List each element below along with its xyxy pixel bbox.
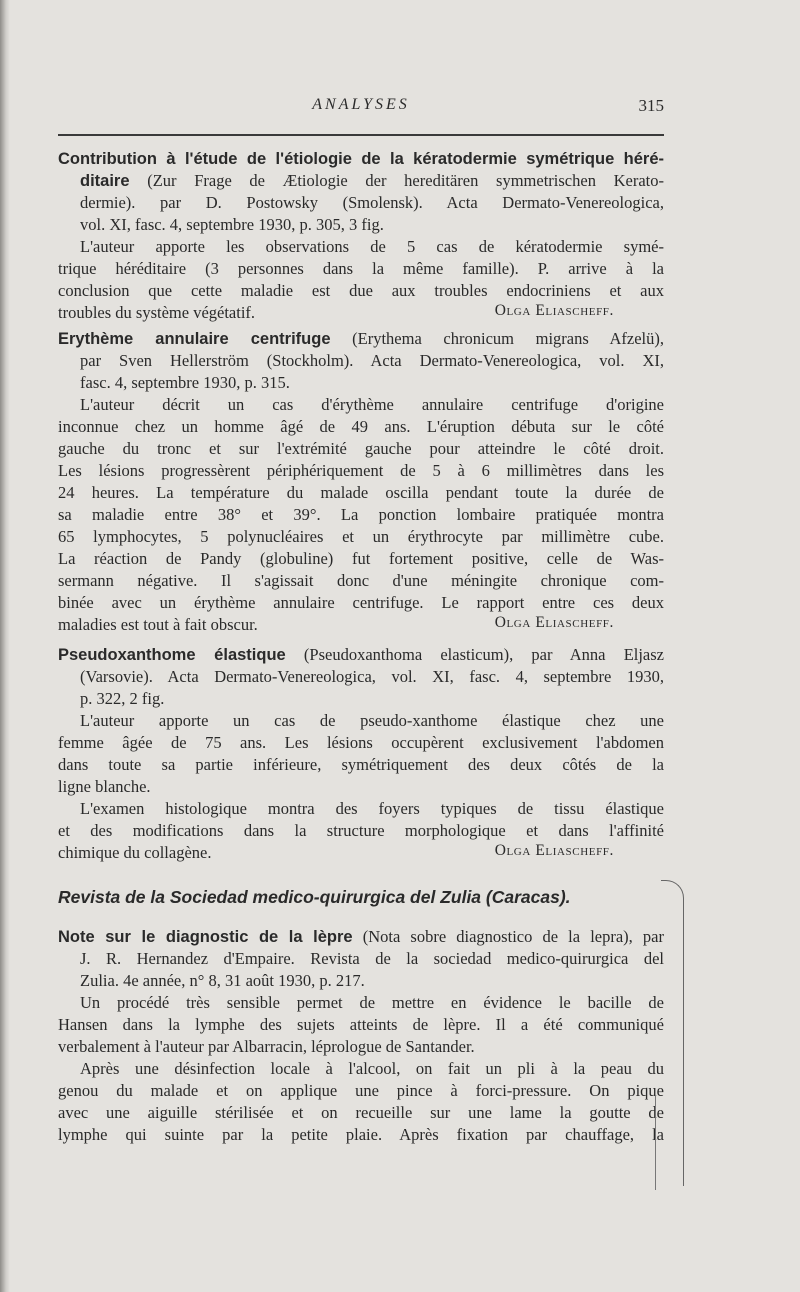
article-reference-line [58,170,664,192]
article-title: Contribution à l'étude de l'étiologie de la kératodermie symétrique héré- [58,150,664,168]
reference-line: vol. XI, fasc. 4, septembre 1930, p. 305, 3 fig. [80,215,384,234]
reference-line: p. 322, 2 fig. [80,689,165,708]
body-line: chimique du collagène. [58,843,212,862]
body-line: L'auteur décrit un cas d'érythème annulaire centrifuge d'origine [80,395,664,414]
article-erytheme [58,328,664,636]
body-line: L'auteur apporte les observations de 5 cas de kératodermie symé- [80,237,664,256]
article-title-cont: ditaire [80,172,130,190]
reference-text: (Nota sobre diagnostico de la lepra), par [362,927,664,946]
body-line: femme âgée de 75 ans. Les lésions occupèrent exclusivement l'abdomen [58,733,664,752]
body-line: genou du malade et on applique une pince à forci-pressure. On pique [58,1081,664,1100]
signature: Olga Eliascheff. [494,842,614,859]
journal-section [58,886,664,908]
running-title: ANALYSES [312,96,410,113]
article-title-line [58,328,664,350]
article-title: Pseudoxanthome élastique [58,646,286,664]
reference-line: J. R. Hernandez d'Empaire. Revista de la sociedad medico-quirurgica del [80,949,664,968]
body-line: lymphe qui suinte par la petite plaie. Après fixation par chauffage, la [58,1125,664,1144]
body-line: Les lésions progressèrent périphériquement de 5 à 6 millimètres dans les [58,461,664,480]
article-pseudoxanthome [58,644,664,864]
article-title: Erythème annulaire centrifuge [58,330,331,348]
reference-text: (Zur Frage de Ætiologie der hereditären symmetrischen Kerato- [147,171,664,190]
body-line: sermann négative. Il s'agissait donc d'une méningite chronique com- [58,571,664,590]
body-line: binée avec un érythème annulaire centrifuge. Le rapport entre ces deux [58,593,664,612]
body-line: troubles du système végétatif. [58,303,256,322]
body-line: et des modifications dans la structure morphologique et dans l'affinité [58,821,664,840]
body-line: Un procédé très sensible permet de mettre en évidence le bacille de [80,993,664,1012]
signature: Olga Eliascheff. [494,614,614,631]
article-keratodermie [58,148,664,324]
body-line: 65 lymphocytes, 5 polynucléaires et un érythrocyte par millimètre cube. [58,527,664,546]
header-rule [58,134,664,136]
body-line: trique héréditaire (3 personnes dans la même famille). P. arrive à la [58,259,664,278]
reference-line: fasc. 4, septembre 1930, p. 315. [80,373,290,392]
page-number: 315 [638,96,664,115]
article-title-line [58,926,664,948]
signature: Olga Eliascheff. [494,302,614,319]
body-line: L'auteur apporte un cas de pseudo-xanthome élastique chez une [80,711,664,730]
body-line: verbalement à l'auteur par Albarracin, léprologue de Santander. [58,1037,475,1056]
margin-pencil-mark [655,1095,666,1190]
reference-line: Zulia. 4e année, n° 8, 31 août 1930, p. 217. [80,971,365,990]
body-line: gauche du tronc et sur l'extrémité gauche pour atteindre le côté droit. [58,439,664,458]
article-title-line [58,644,664,666]
body-line: La réaction de Pandy (globuline) fut fortement positive, celle de Was- [58,549,664,568]
body-line: dans toute sa partie inférieure, symétriquement des deux côtés de la [58,755,664,774]
page-header [58,96,664,126]
reference-text: (Erythema chronicum migrans Afzelü), [352,329,665,348]
body-line: 24 heures. La température du malade oscilla pendant toute la durée de [58,483,664,502]
reference-line: (Varsovie). Acta Dermato-Venereologica, vol. XI, fasc. 4, septembre 1930, [80,667,664,686]
article-lepre [58,926,664,1146]
section-heading-line [58,886,664,908]
section-heading: Revista de la Sociedad medico-quirurgica del Zulia (Caracas). [58,887,571,907]
body-line: maladies est tout à fait obscur. [58,615,258,634]
body-line: conclusion que cette maladie est due aux troubles endocriniens et aux [58,281,664,300]
reference-text: (Pseudoxanthoma elasticum), par Anna Eljasz [303,645,665,664]
body-line: sa maladie entre 38° et 39°. La ponction lombaire pratiquée montra [58,505,664,524]
journal-page [58,96,665,1144]
body-line: ligne blanche. [58,777,151,796]
body-line: avec une aiguille stérilisée et on recueille sur une lame la goutte de [58,1103,664,1122]
article-title: Note sur le diagnostic de la lèpre [58,928,353,946]
body-line: inconnue chez un homme âgé de 49 ans. L'éruption débuta sur le côté [58,417,664,436]
body-line: Après une désinfection locale à l'alcool, on fait un pli à la peau du [80,1059,664,1078]
reference-line: par Sven Hellerström (Stockholm). Acta Dermato-Venereologica, vol. XI, [80,351,664,370]
reference-line: dermie). par D. Postowsky (Smolensk). Acta Dermato-Venereologica, [80,193,664,212]
scan-binding-shadow [0,0,10,1292]
body-line: Hansen dans la lymphe des sujets atteints de lèpre. Il a été communiqué [58,1015,664,1034]
body-line: L'examen histologique montra des foyers typiques de tissu élastique [80,799,664,818]
